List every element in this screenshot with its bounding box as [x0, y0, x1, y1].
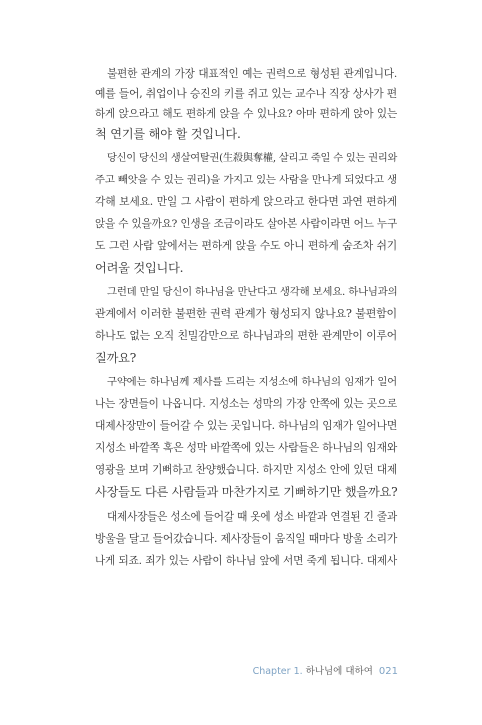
text-line: 앉을 수 있을까요? 인생을 조금이라도 살아본 사람이라면 어느 누구	[95, 218, 397, 230]
text-line: 하나도 없는 오직 친밀감만으로 하나님과의 편한 관계만이 이루어	[95, 329, 397, 342]
text-line: 나는 장면들이 나옵니다. 지성소는 성막의 가장 안쪽에 있는 곳으로	[95, 398, 397, 410]
text-line: 영광을 보며 기뻐하고 찬양했습니다. 하지만 지성소 안에 있던 대제	[95, 464, 397, 476]
text-line: 사장들도 다른 사람들과 마찬가지로 기뻐하기만 했을까요?	[95, 485, 398, 499]
text-line: 각해 보세요. 만일 그 사람이 편하게 앉으라고 한다면 과연 편하게	[95, 195, 397, 208]
page-number: 021	[378, 666, 398, 677]
text-line: 당신이 당신의 생살여탈권(生殺與奪權, 살리고 죽일 수 있는 권리와	[107, 153, 398, 164]
text-line: 어려울 것입니다.	[95, 261, 184, 275]
text-line: 나게 되죠. 죄가 있는 사람이 하나님 앞에 서면 죽게 됩니다. 대제사	[95, 555, 397, 567]
text-line: 예를 들어, 취업이나 승진의 키를 쥐고 있는 교수나 직장 상사가 편	[95, 87, 397, 100]
page-footer	[253, 664, 398, 680]
chapter-title: 하나님에 대하여	[305, 666, 373, 677]
text-line: 질까요?	[95, 351, 137, 365]
text-line: 도 그런 사람 앞에서는 편하게 앉을 수도 아니 편하게 숨조차 쉬기	[95, 239, 397, 252]
text-line: 하게 앉으라고 해도 편하게 앉을 수 있나요? 아마 편하게 앉아 있는	[95, 108, 397, 120]
text-line: 불편한 관계의 가장 대표적인 예는 권력으로 형성된 관계입니다.	[107, 68, 397, 80]
text-line: 대제사장만이 들어갈 수 있는 곳입니다. 하나님의 임재가 일어나면	[95, 419, 398, 432]
text-line: 대제사장들은 성소에 들어갈 때 옷에 성소 바깥과 연결된 긴 줄과	[107, 511, 397, 523]
text-line: 그런데 만일 당신이 하나님을 만난다고 생각해 보세요. 하나님과의	[107, 286, 398, 298]
text-line: 관계에서 이러한 불편한 권력 관계가 형성되지 않나요? 불편함이	[95, 307, 397, 320]
text-line: 척 연기를 해야 할 것입니다.	[95, 127, 241, 141]
text-line: 주고 빼앗을 수 있는 권리)을 가지고 있는 사람을 만나게 되었다고 생	[95, 174, 397, 186]
text-line: 지성소 바깥쪽 혹은 성막 바깥쪽에 있는 사람들은 하나님의 임재와	[95, 441, 398, 454]
chapter-label: Chapter 1.	[252, 666, 303, 677]
text-line: 구약에는 하나님께 제사를 드리는 지성소에 하나님의 임재가 일어	[107, 376, 397, 388]
text-line: 방울을 달고 들어갔습니다. 제사장들이 움직일 때마다 방울 소리가	[95, 532, 398, 545]
